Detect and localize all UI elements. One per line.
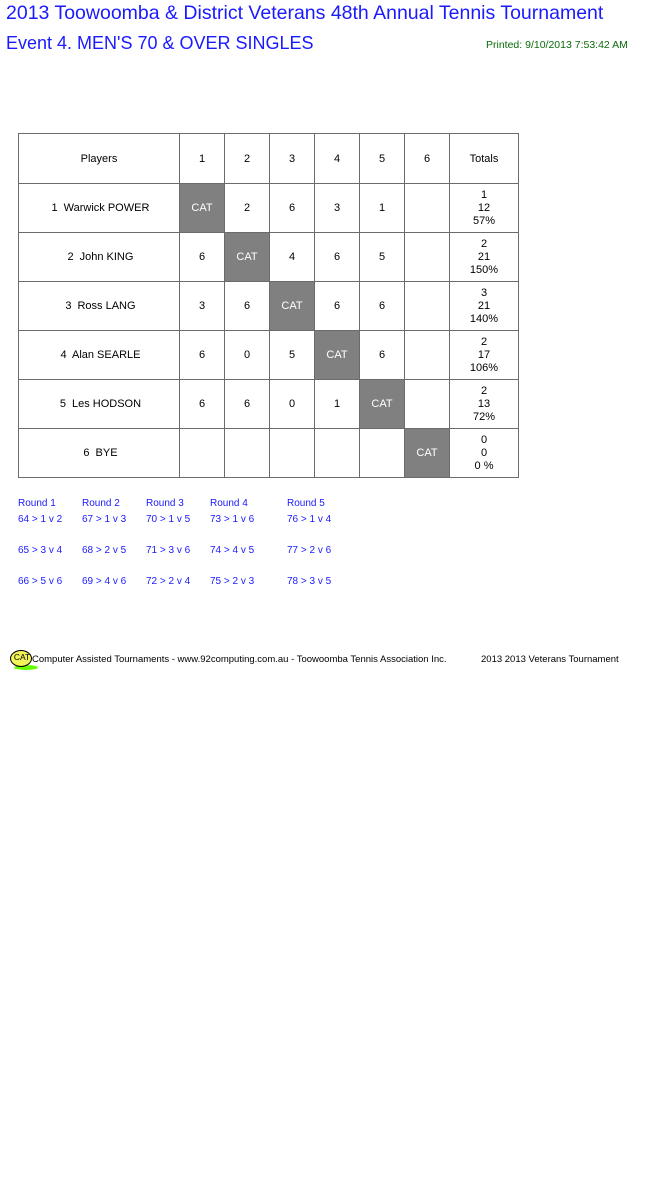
player-label: BYE	[95, 447, 118, 459]
player-label: Alan SEARLE	[71, 349, 141, 361]
round-match: 70 > 1 v 5	[146, 514, 191, 525]
round-match: 67 > 1 v 3	[82, 514, 127, 525]
score-cell: 6	[360, 282, 405, 331]
score-cell: 4	[270, 233, 315, 282]
player-name-cell	[19, 331, 180, 380]
score-cell	[225, 429, 270, 478]
cat-cell: CAT	[180, 184, 225, 233]
totals-wins: 3	[480, 286, 488, 299]
round-match: 66 > 5 v 6	[18, 576, 63, 587]
table-row	[19, 282, 519, 331]
cat-cell: CAT	[270, 282, 315, 331]
score-cell: 6	[270, 184, 315, 233]
score-cell: 6	[180, 331, 225, 380]
score-cell	[405, 184, 450, 233]
score-cell	[180, 429, 225, 478]
score-cell: 6	[315, 233, 360, 282]
score-cell: 5	[270, 331, 315, 380]
totals-wins: 2	[480, 335, 488, 348]
tennis-ball-icon	[10, 650, 34, 670]
score-cell	[405, 380, 450, 429]
totals-wins: 2	[480, 237, 488, 250]
round-header-2: Round 2	[82, 498, 120, 509]
printed-timestamp: Printed: 9/10/2013 7:53:42 AM	[486, 39, 628, 51]
table-header-row	[19, 134, 519, 184]
column-header-3: 3	[270, 134, 315, 184]
round-header-5: Round 5	[287, 498, 325, 509]
player-seed: 1	[51, 202, 58, 214]
score-cell: 5	[360, 233, 405, 282]
totals-sets: 21	[477, 250, 491, 263]
score-cell	[315, 429, 360, 478]
score-cell: 1	[315, 380, 360, 429]
player-seed: 3	[65, 300, 72, 312]
column-header-5: 5	[360, 134, 405, 184]
totals-sets: 13	[477, 397, 491, 410]
player-label: Ross LANG	[77, 300, 136, 312]
round-header-1: Round 1	[18, 498, 56, 509]
column-header-6: 6	[405, 134, 450, 184]
score-cell: 6	[315, 282, 360, 331]
score-cell: 6	[225, 380, 270, 429]
score-cell	[405, 331, 450, 380]
round-match: 71 > 3 v 6	[146, 545, 191, 556]
column-header-4: 4	[315, 134, 360, 184]
player-label: Warwick POWER	[63, 202, 150, 214]
score-cell: 6	[225, 282, 270, 331]
totals-percent: 150%	[469, 263, 499, 276]
totals-cell	[450, 233, 519, 282]
totals-cell	[450, 429, 519, 478]
player-label: Les HODSON	[71, 398, 142, 410]
round-match: 77 > 2 v 6	[287, 545, 332, 556]
score-cell: 0	[225, 331, 270, 380]
ball-label: CAT	[13, 652, 31, 662]
score-cell	[405, 282, 450, 331]
score-cell: 0	[270, 380, 315, 429]
cat-cell: CAT	[405, 429, 450, 478]
round-header-4: Round 4	[210, 498, 248, 509]
totals-percent: 0 %	[474, 459, 494, 472]
cat-cell: CAT	[315, 331, 360, 380]
player-name-cell	[19, 233, 180, 282]
round-match: 76 > 1 v 4	[287, 514, 332, 525]
table-row	[19, 331, 519, 380]
totals-cell	[450, 184, 519, 233]
player-name-cell	[19, 429, 180, 478]
score-cell	[270, 429, 315, 478]
column-header-2: 2	[225, 134, 270, 184]
player-label: John KING	[79, 251, 134, 263]
totals-sets: 12	[477, 201, 491, 214]
cat-cell: CAT	[360, 380, 405, 429]
footer-tournament: 2013 2013 Veterans Tournament	[481, 654, 619, 665]
totals-cell	[450, 331, 519, 380]
totals-sets: 17	[477, 348, 491, 361]
score-cell: 3	[180, 282, 225, 331]
cat-cell: CAT	[225, 233, 270, 282]
table-row	[19, 233, 519, 282]
round-match: 64 > 1 v 2	[18, 514, 63, 525]
rounds-schedule	[18, 498, 347, 607]
totals-percent: 140%	[469, 312, 499, 325]
player-name-cell	[19, 282, 180, 331]
round-match: 68 > 2 v 5	[82, 545, 127, 556]
round-match: 73 > 1 v 6	[210, 514, 255, 525]
player-seed: 6	[83, 447, 90, 459]
round-match: 69 > 4 v 6	[82, 576, 127, 587]
totals-percent: 57%	[472, 214, 496, 227]
player-seed: 2	[67, 251, 74, 263]
score-cell: 1	[360, 184, 405, 233]
round-match: 74 > 4 v 5	[210, 545, 255, 556]
player-seed: 4	[60, 349, 67, 361]
score-cell: 3	[315, 184, 360, 233]
column-header-totals: Totals	[450, 134, 519, 184]
totals-wins: 1	[480, 188, 488, 201]
table-row	[19, 380, 519, 429]
round-match: 78 > 3 v 5	[287, 576, 332, 587]
score-cell	[360, 429, 405, 478]
player-seed: 5	[59, 398, 66, 410]
column-header-players: Players	[19, 134, 180, 184]
round-match: 65 > 3 v 4	[18, 545, 63, 556]
results-matrix	[18, 133, 519, 478]
score-cell: 2	[225, 184, 270, 233]
totals-wins: 2	[480, 384, 488, 397]
page-title: 2013 Toowoomba & District Veterans 48th Annual Tennis Tournament	[6, 2, 604, 24]
score-cell: 6	[180, 233, 225, 282]
score-cell: 6	[180, 380, 225, 429]
round-header-3: Round 3	[146, 498, 184, 509]
totals-percent: 72%	[472, 410, 496, 423]
player-name-cell	[19, 380, 180, 429]
score-cell: 6	[360, 331, 405, 380]
score-cell	[405, 233, 450, 282]
event-subtitle: Event 4. MEN'S 70 & OVER SINGLES	[6, 33, 314, 53]
totals-percent: 106%	[469, 361, 499, 374]
table-row	[19, 184, 519, 233]
totals-wins: 0	[480, 433, 488, 446]
player-name-cell	[19, 184, 180, 233]
column-header-1: 1	[180, 134, 225, 184]
totals-cell	[450, 282, 519, 331]
table-row	[19, 429, 519, 478]
totals-cell	[450, 380, 519, 429]
totals-sets: 0	[480, 446, 488, 459]
footer-credit: Computer Assisted Tournaments - www.92computing.com.au - Toowoomba Tennis Association Inc.	[32, 654, 447, 665]
totals-sets: 21	[477, 299, 491, 312]
round-match: 75 > 2 v 3	[210, 576, 255, 587]
round-match: 72 > 2 v 4	[146, 576, 191, 587]
